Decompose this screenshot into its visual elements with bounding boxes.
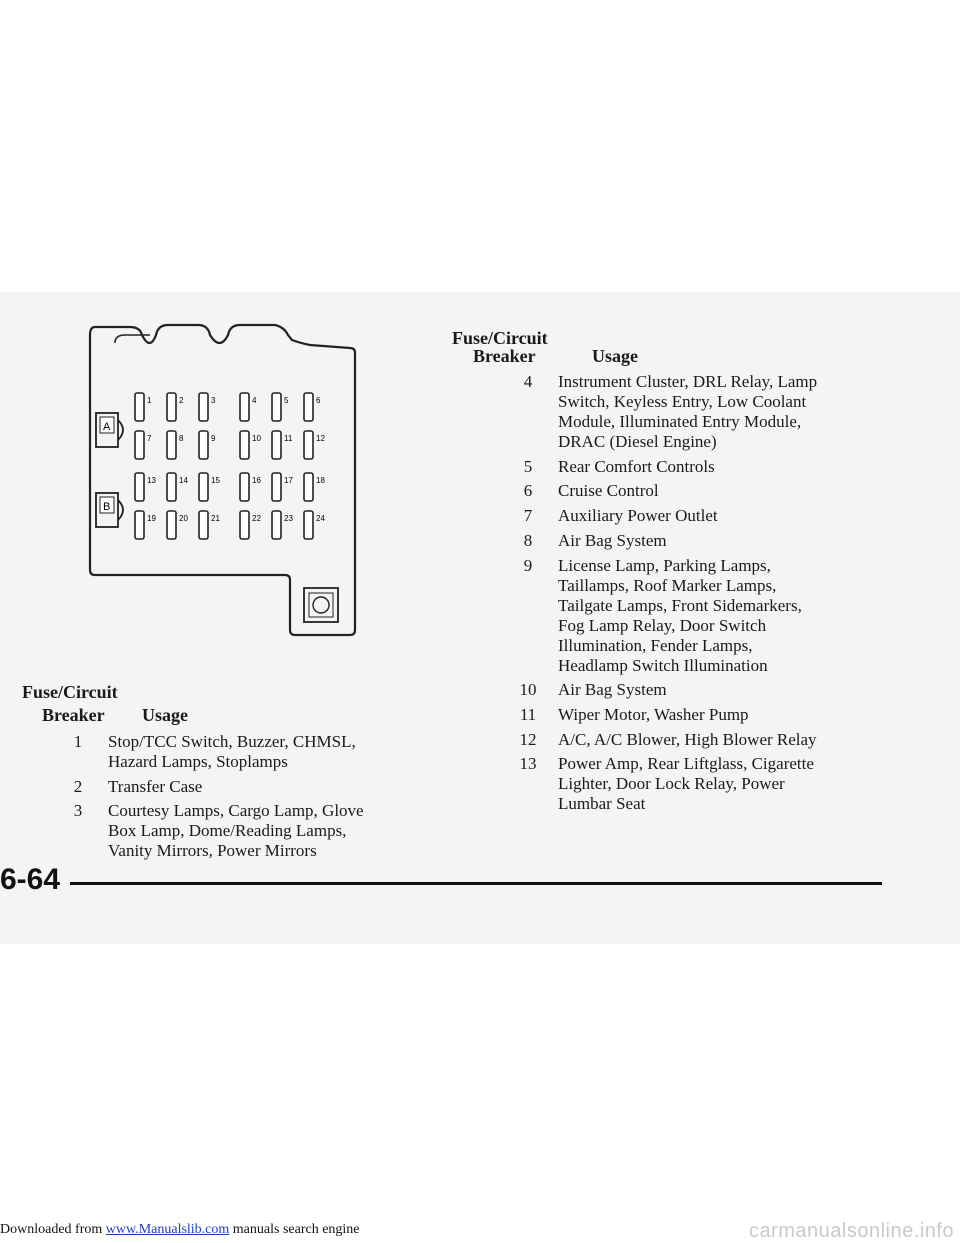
fuse-slot-9: [199, 431, 216, 459]
table-row: [498, 754, 814, 814]
fuse-slot-15: [199, 473, 220, 501]
usage-line: A/C, A/C Blower, High Blower Relay: [558, 729, 817, 749]
usage-line: Transfer Case: [108, 776, 203, 796]
fuse-number-2: 2: [179, 396, 184, 405]
fuse-number-1: 1: [147, 396, 152, 405]
usage-line: Wiper Motor, Washer Pump: [558, 704, 749, 724]
usage-line: Air Bag System: [558, 530, 667, 550]
fuse-slot-21: [199, 511, 220, 539]
relay-label-b: B: [103, 501, 111, 513]
usage-line: Fog Lamp Relay, Door Switch: [558, 615, 767, 635]
fuse-number-8: 8: [179, 434, 184, 443]
fuse-slot-12: [304, 431, 325, 459]
usage-line: Tailgate Lamps, Front Sidemarkers,: [558, 595, 802, 615]
fuse-number-13: 13: [147, 476, 156, 485]
fuse-usage: [558, 730, 817, 750]
fuse-usage: [108, 777, 202, 797]
fuse-number-21: 21: [211, 514, 220, 523]
usage-line: Rear Comfort Controls: [558, 456, 715, 476]
manualslib-link[interactable]: www.Manualslib.com: [105, 1222, 230, 1237]
fuse-number: 13: [519, 754, 537, 774]
left-header-usage: Usage: [142, 705, 188, 725]
fuse-number: 7: [523, 506, 533, 526]
fuse-slot-16: [240, 473, 261, 501]
fuse-slot-13: [135, 473, 156, 501]
watermark: carmanualsonline.info: [748, 1220, 954, 1242]
fuse-number: 10: [519, 680, 537, 700]
fuse-number-23: 23: [284, 514, 293, 523]
fuse-number: 6: [523, 481, 533, 501]
usage-line: Switch, Keyless Entry, Low Coolant: [558, 392, 807, 411]
usage-line: Box Lamp, Dome/Reading Lamps,: [108, 821, 347, 841]
fuse-usage: [558, 705, 749, 725]
right-header-usage: Usage: [592, 346, 638, 366]
fuse-number-12: 12: [316, 434, 325, 443]
fuse-number-3: 3: [211, 396, 216, 405]
left-header-breaker: Breaker: [42, 705, 105, 725]
fuse-slot-1: [135, 393, 152, 421]
usage-line: Vanity Mirrors, Power Mirrors: [108, 841, 317, 861]
page-number: 6-64: [0, 863, 70, 897]
fuse-slot-5: [272, 393, 289, 421]
fuse-number-4: 4: [252, 396, 257, 405]
fuse-slot-7: [135, 431, 152, 459]
fuse-slot-2: [167, 393, 184, 421]
fuse-number: 9: [523, 555, 533, 575]
download-note: Downloaded from www.Manualslib.com manuals search engine: [0, 1222, 360, 1237]
fuse-slot-18: [304, 473, 325, 501]
fuse-number-18: 18: [316, 476, 325, 485]
usage-line: Illumination, Fender Lamps,: [558, 635, 753, 655]
fuse-slot-6: [304, 393, 321, 421]
table-row: [48, 801, 364, 861]
table-row: [498, 506, 718, 526]
usage-line: Instrument Cluster, DRL Relay, Lamp: [558, 372, 818, 391]
usage-line: Lighter, Door Lock Relay, Power: [558, 774, 785, 794]
footer-rule: [70, 882, 882, 885]
fuse-number-6: 6: [316, 396, 321, 405]
fuse-usage: [108, 801, 364, 861]
accessory-symbol: [304, 588, 338, 622]
fuse-usage: [558, 506, 718, 526]
fuse-slot-3: [199, 393, 216, 421]
fuse-grid: [135, 393, 325, 539]
usage-line: Auxiliary Power Outlet: [558, 506, 718, 526]
fuse-slot-22: [240, 511, 261, 539]
fuse-number: 8: [523, 530, 533, 550]
table-row: [48, 732, 356, 772]
fuse-slot-10: [240, 431, 261, 459]
fuse-number-15: 15: [211, 476, 220, 485]
usage-line: Stop/TCC Switch, Buzzer, CHMSL,: [108, 732, 356, 751]
fuse-usage: [558, 372, 817, 452]
usage-line: Hazard Lamps, Stoplamps: [108, 752, 288, 771]
fuse-number: 1: [73, 732, 83, 751]
fuse-slot-19: [135, 511, 156, 539]
fuse-number-14: 14: [179, 476, 188, 485]
usage-line: Courtesy Lamps, Cargo Lamp, Glove: [108, 801, 364, 821]
fuse-number-24: 24: [316, 514, 325, 523]
fuse-usage: [558, 754, 814, 814]
fuse-block-diagram: [70, 305, 370, 645]
usage-line: Taillamps, Roof Marker Lamps,: [558, 575, 777, 595]
fuse-slot-4: [240, 393, 257, 421]
right-header-breaker: Breaker: [473, 346, 536, 366]
usage-line: DRAC (Diesel Engine): [558, 432, 717, 451]
fuse-slot-17: [272, 473, 293, 501]
usage-line: Lumbar Seat: [558, 794, 646, 814]
fuse-slot-8: [167, 431, 184, 459]
fuse-number-22: 22: [252, 514, 261, 523]
fuse-slot-11: [272, 431, 293, 459]
fuse-slot-14: [167, 473, 188, 501]
fuse-number-19: 19: [147, 514, 156, 523]
usage-line: Air Bag System: [558, 680, 667, 700]
fuse-number: 12: [519, 729, 537, 749]
fuse-number-7: 7: [147, 434, 152, 443]
fuse-number-9: 9: [211, 434, 216, 443]
fuse-slot-20: [167, 511, 188, 539]
fuse-number-11: 11: [284, 434, 293, 443]
fuse-number-20: 20: [179, 514, 188, 523]
fuse-number: 2: [73, 776, 83, 796]
table-row: [48, 777, 202, 797]
relay-label-a: A: [103, 421, 111, 433]
fuse-number-5: 5: [284, 396, 289, 405]
fuse-usage: [558, 481, 659, 501]
usage-line: Module, Illuminated Entry Module,: [558, 412, 802, 431]
right-header-fuse-circuit: Fuse/Circuit: [452, 328, 548, 348]
fuse-number-16: 16: [252, 476, 261, 485]
fuse-usage: [558, 556, 802, 676]
fuse-usage: [558, 457, 715, 477]
fuse-number: 3: [73, 801, 83, 821]
table-row: [498, 680, 667, 700]
fuse-usage: [558, 531, 667, 551]
table-row: [498, 556, 802, 676]
fuse-usage: [108, 732, 356, 772]
fuse-slot-23: [272, 511, 293, 539]
fuse-number-17: 17: [284, 476, 293, 485]
fuse-slot-24: [304, 511, 325, 539]
fuse-number: 5: [523, 456, 533, 476]
fuse-number-10: 10: [252, 434, 261, 443]
fuse-number: 4: [523, 372, 533, 391]
fuse-number: 11: [519, 704, 537, 724]
table-row: [498, 372, 817, 452]
table-row: [498, 457, 715, 477]
usage-line: Power Amp, Rear Liftglass, Cigarette: [558, 754, 814, 774]
usage-line: Headlamp Switch Illumination: [558, 655, 768, 675]
table-row: [498, 730, 817, 750]
left-header-fuse-circuit: Fuse/Circuit: [22, 682, 118, 702]
table-row: [498, 705, 749, 725]
fuse-usage: [558, 680, 667, 700]
usage-line: License Lamp, Parking Lamps,: [558, 555, 771, 575]
table-row: [498, 481, 659, 501]
usage-line: Cruise Control: [558, 481, 659, 501]
table-row: [498, 531, 667, 551]
